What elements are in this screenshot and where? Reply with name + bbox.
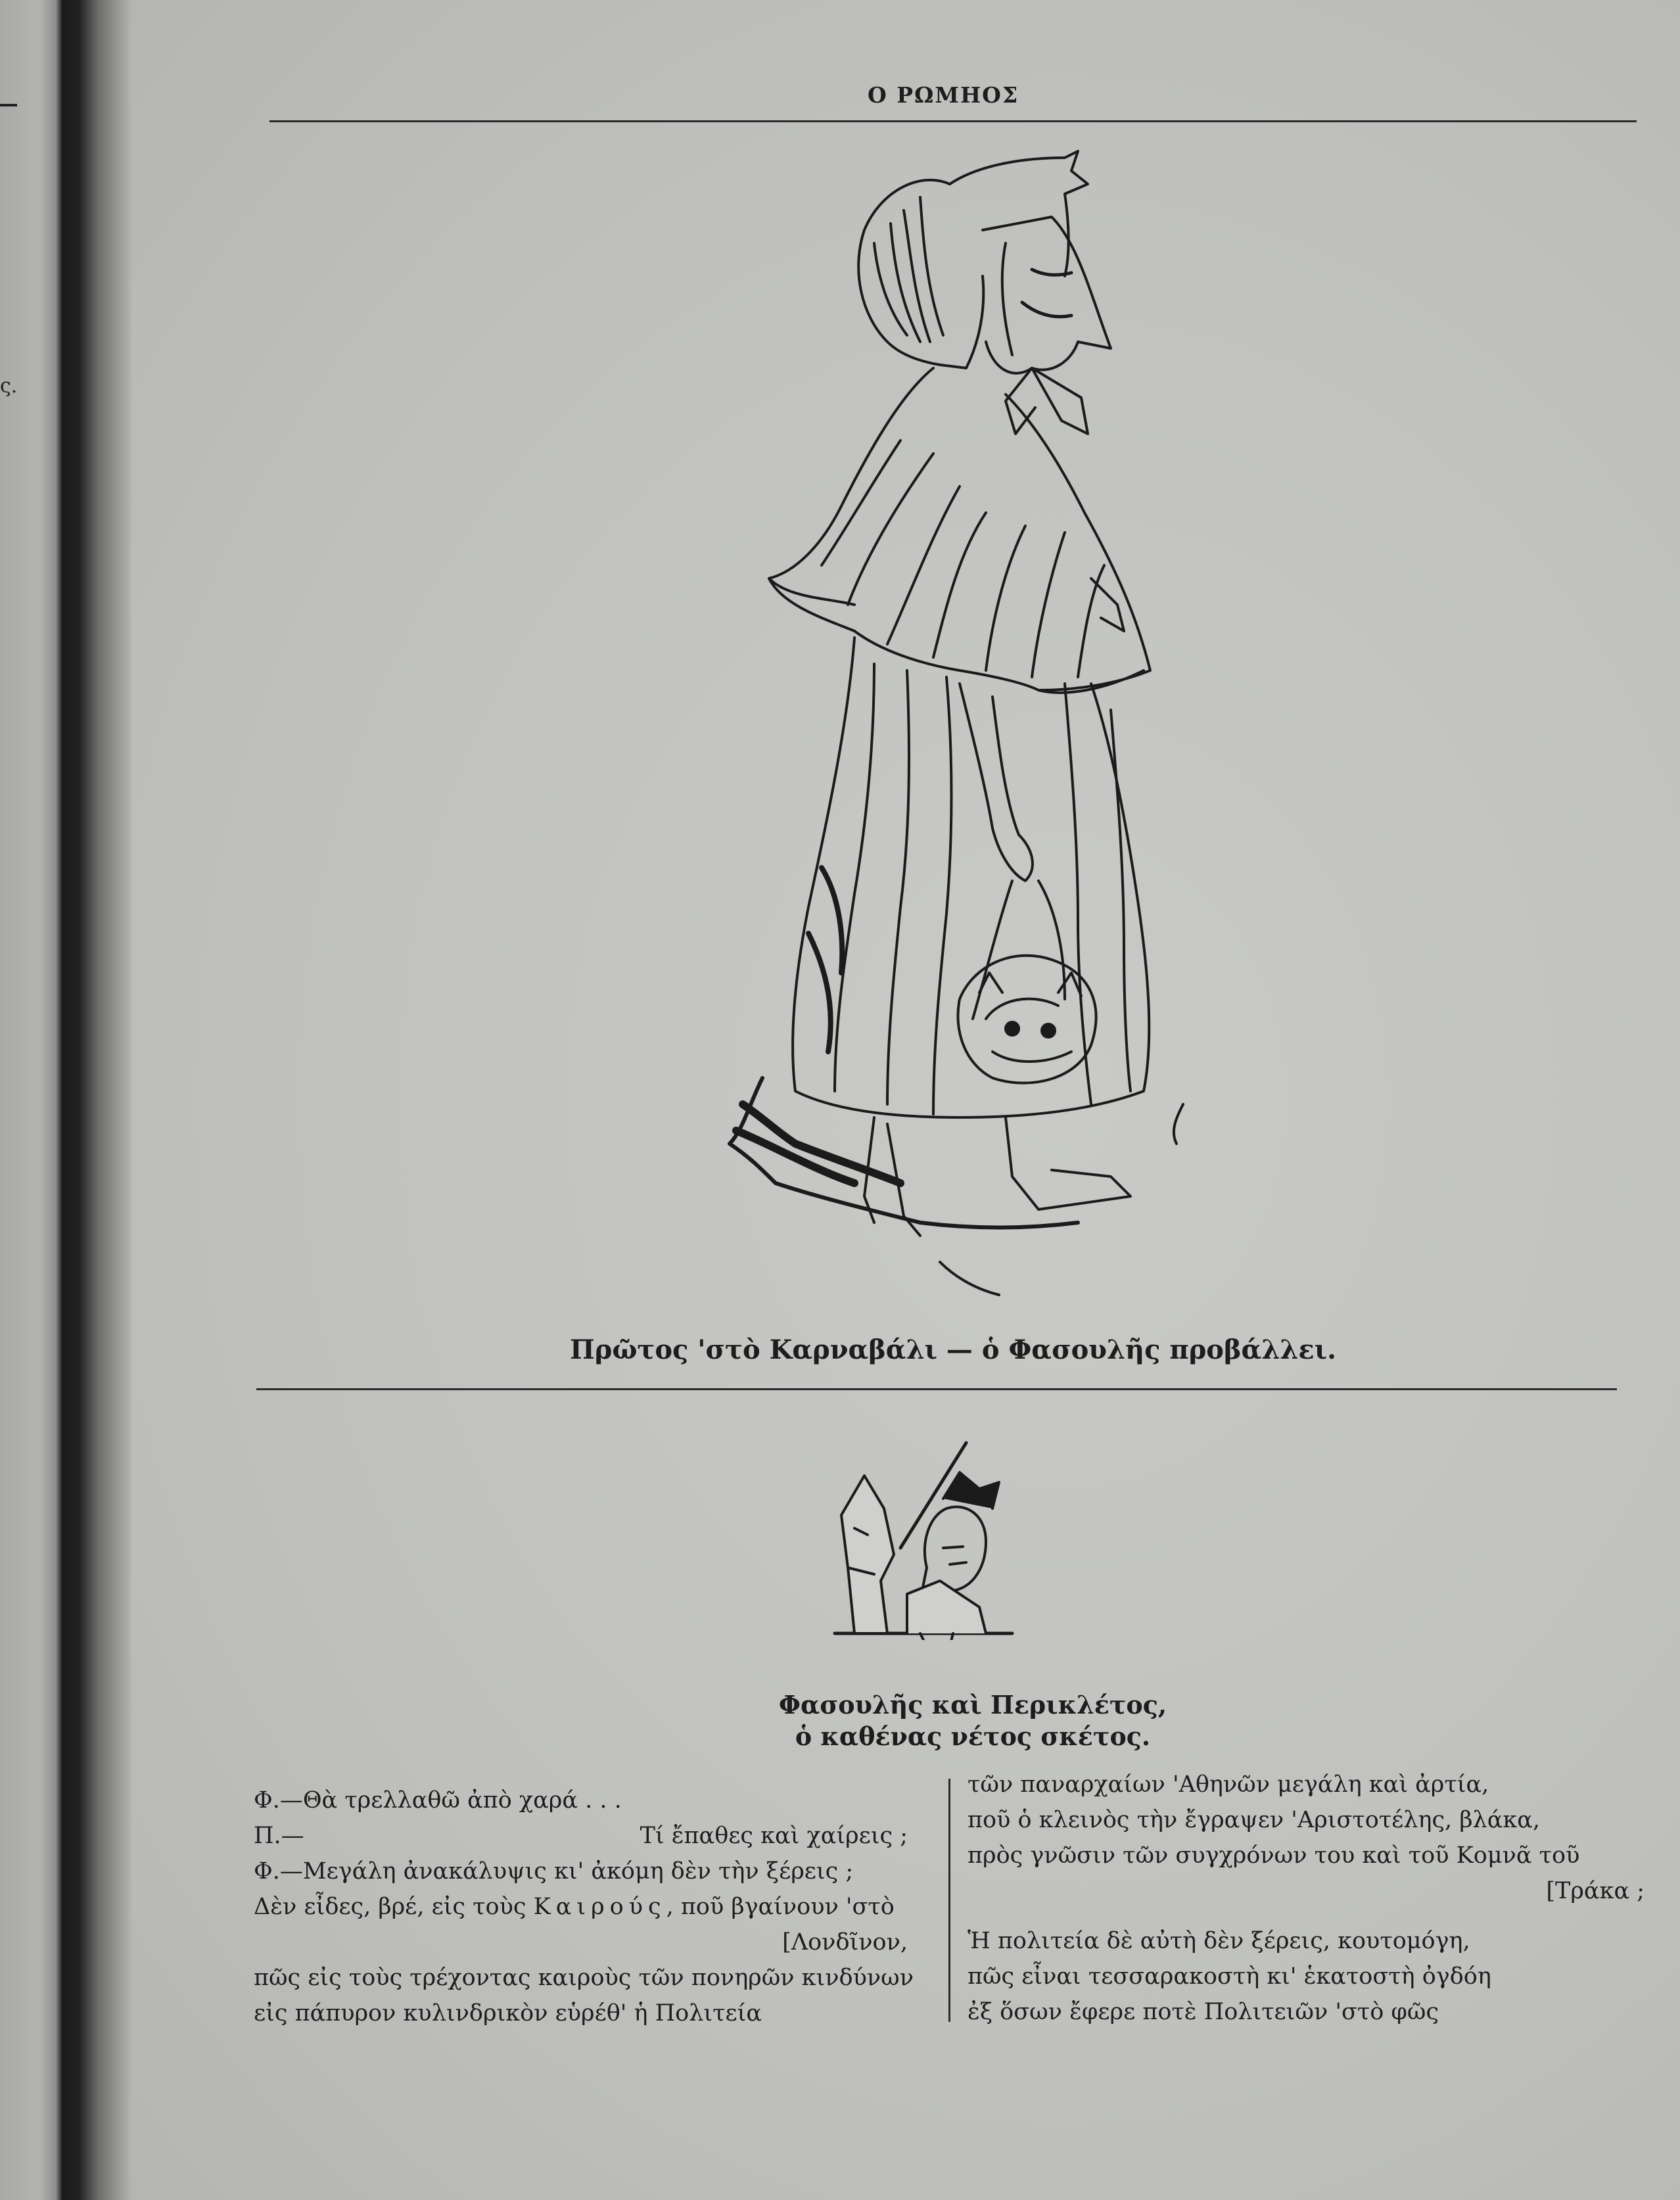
section-rule [256,1388,1617,1390]
verse-line: πῶς εἶναι τεσσαρακοστὴ κι' ἑκατοστὴ ὀγδόη [968,1963,1491,1990]
left-page-text-fragment: ς. [0,375,18,398]
verse-line: τῶν παναρχαίων 'Αθηνῶν μεγάλη καὶ ἀρτία, [968,1771,1489,1798]
dialogue-column-left [254,1783,934,2031]
verse-continuation [968,1873,1658,1909]
illustration-fasoulis-old-woman [723,145,1262,1315]
continuation-text: [Τράκα ; [1546,1878,1645,1904]
dialogue-title-line2: ὁ καθένας νέτος σκέτος. [795,1721,1151,1751]
verse-continuation [254,1925,934,1960]
verse-line: ἐξ ὅσων ἔφερε ποτὲ Πολιτειῶν 'στὸ φῶς [968,1999,1439,2025]
speaker-label: Π.— [254,1823,304,1849]
verse-line: ποῦ ὁ κλεινὸς τὴν ἔγραψεν 'Αριστοτέλης, βλάκα, [968,1807,1541,1833]
left-page-rule-fragment [0,104,17,106]
column-divider [948,1779,950,2022]
dialogue-column-right [968,1767,1658,2030]
newspaper-page [131,0,1680,2200]
verse-line [254,1889,934,1925]
verse-line: Φ.—Θὰ τρελλαθῶ ἀπὸ χαρά . . . [254,1787,622,1814]
verse-text: Τί ἔπαθες καὶ χαίρεις ; [640,1823,908,1849]
continuation-text: [Λονδῖνον, [782,1929,908,1955]
dialogue-title [592,1689,1354,1752]
verse-line: Ἡ πολιτεία δὲ αὐτὴ δὲν ξέρεις, κουτομόγη, [968,1928,1470,1954]
verse-line: εἰς πάπυρον κυλινδρικὸν εὑρέθ' ἡ Πολιτεία [254,2000,762,2026]
verse-text: Δὲν εἶδες, βρέ, εἰς τοὺς [254,1894,534,1920]
vignette-fasoulis-periklitos-icon [828,1436,1019,1640]
header-rule [269,120,1637,122]
verse-line: πῶς εἰς τοὺς τρέχοντας καιροὺς τῶν πονηρῶν κινδύνων [254,1965,914,1991]
book-spine-shadow [0,0,131,2200]
page-header: Ο ΡΩΜΗΟΣ [868,82,1019,108]
verse-line: πρὸς γνῶσιν τῶν συγχρόνων του καὶ τοῦ Κομνᾶ τοῦ [968,1842,1580,1869]
verse-line [254,1818,934,1854]
verse-text: , ποῦ βγαίνουν 'στὸ [666,1894,895,1920]
verse-line: Φ.—Μεγάλη ἀνακάλυψις κι' ἀκόμη δὲν τὴν ξέρεις ; [254,1858,854,1884]
emphasized-newspaper-name: Καιρούς [533,1894,666,1920]
illustration-caption: Πρῶτος 'στὸ Καρναβάλι — ὁ Φασουλῆς προβάλλει. [569,1334,1337,1365]
dialogue-title-line1: Φασουλῆς καὶ Περικλέτος, [778,1690,1167,1720]
